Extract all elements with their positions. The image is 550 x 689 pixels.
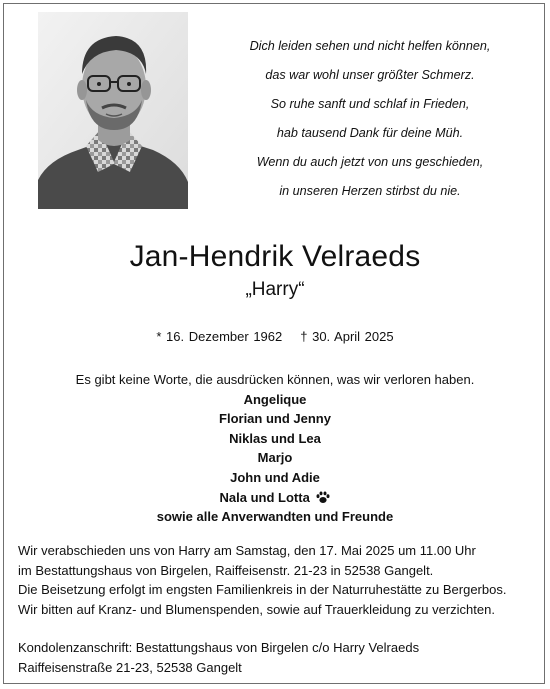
portrait-photo <box>38 12 188 209</box>
mourner-name: Marjo <box>257 450 293 466</box>
condolence-address <box>18 638 538 677</box>
death-date: † 30. April 2025 <box>300 329 394 344</box>
poem-line: das war wohl unser größter Schmerz. <box>265 68 475 82</box>
mourner-name: Angelique <box>243 391 307 407</box>
ceremony-info <box>18 541 538 619</box>
birth-date: * 16. Dezember 1962 <box>156 329 283 344</box>
mourner-name: Nala und Lotta <box>219 489 310 505</box>
poem-line: Wenn du auch jetzt von uns geschieden, <box>256 155 484 169</box>
ceremony-line: Wir bitten auf Kranz- und Blumenspenden, sowie auf Trauerkleidung zu verzichten. <box>18 601 495 617</box>
mourner-name-row <box>0 488 550 508</box>
mourners-block <box>0 370 550 527</box>
poem-line: in unseren Herzen stirbst du nie. <box>279 184 461 198</box>
ceremony-line: im Bestattungshaus von Birgelen, Raiffeisenstr. 21-23 in 52538 Gangelt. <box>18 562 434 578</box>
address-line: Kondolenzanschrift: Bestattungshaus von Birgelen c/o Harry Velraeds <box>18 640 420 655</box>
life-dates <box>0 329 550 344</box>
mourners-intro: Es gibt keine Worte, die ausdrücken können, was wir verloren haben. <box>75 372 475 387</box>
deceased-nickname: „Harry“ <box>245 279 305 300</box>
poem-line: Dich leiden sehen und nicht helfen können, <box>249 39 491 53</box>
mourner-name: Niklas und Lea <box>229 430 321 446</box>
address-line: Raiffeisenstraße 21-23, 52538 Gangelt <box>18 659 242 675</box>
deceased-name: Jan-Hendrik Velraeds <box>129 240 421 273</box>
poem-line: So ruhe sanft und schlaf in Frieden, <box>270 97 470 111</box>
mourner-name: Florian und Jenny <box>219 411 331 427</box>
ceremony-line: Wir verabschieden uns von Harry am Samstag, den 17. Mai 2025 um 11.00 Uhr <box>18 543 476 558</box>
ceremony-line: Die Beisetzung erfolgt im engsten Familienkreis in der Naturruhestätte zu Bergerbos. <box>18 582 507 597</box>
mourners-closing: sowie alle Anverwandten und Freunde <box>156 509 394 525</box>
mourner-name: John und Adie <box>230 469 320 485</box>
poem-line: hab tausend Dank für deine Müh. <box>276 126 464 140</box>
poem <box>205 32 535 206</box>
